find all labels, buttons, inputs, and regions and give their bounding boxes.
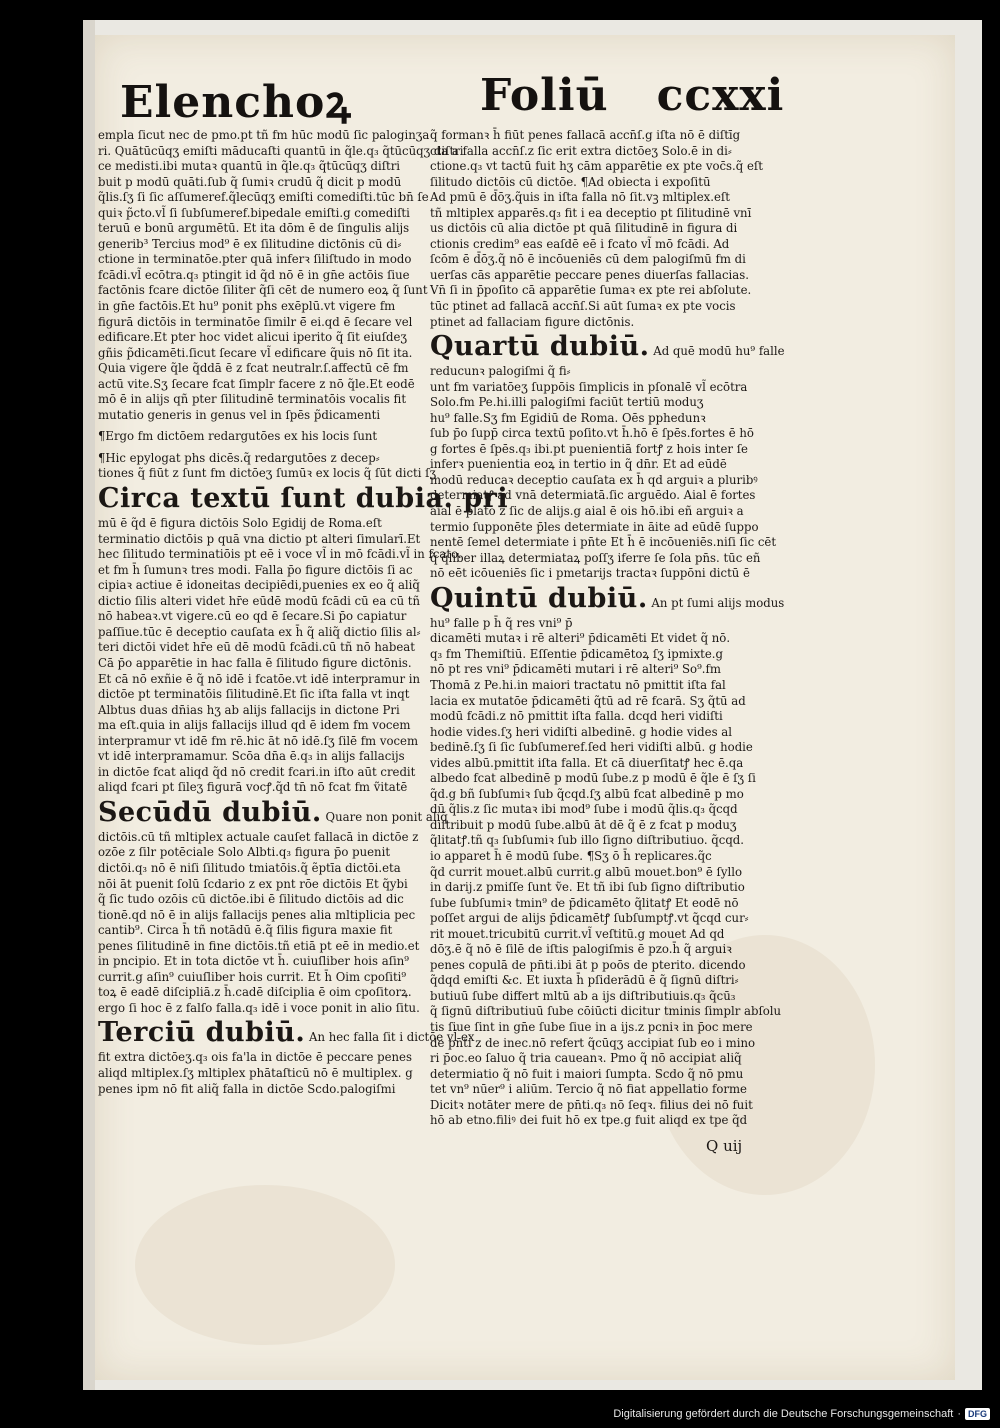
section-heading-text: Quintū dubiū. (430, 582, 648, 614)
text-line: hu⁹ falle.Sʒ fm Egidiū de Roma. Oēs pphedunꝛ (430, 410, 706, 425)
text-line: hu⁹ falle p h̄ q̃ res vni⁹ p̄ (430, 615, 573, 630)
text-line: Vn̄ ſi in p̄poſito cā apparētie ſumaꝛ ex pte rei abſolute. (430, 283, 752, 298)
text-line: ri p̄oc.eo ſaluo q̃ tria caueanꝛ. Pmo q̃ nō accipiat aliq̃ (430, 1051, 742, 1066)
text-line: Quia vigere q̃le q̃ddā ē z fcat neutralr.ſ.affectū cē fm (98, 361, 409, 376)
text-line: gñis p̃dicamēti.ſicut ſecare vl̃ edificare q̃uis nō ſit ita. (98, 345, 413, 360)
text-line: penes ſilitudinē in fine dictōis.tñ etiā pt eē in medio.et (98, 938, 420, 953)
running-head-left: Elenchoꝝ (120, 77, 352, 128)
text-line: nentē ſemel determiate i pn̄te Et h̄ ē incōueniēs.niſi ſic cēt (430, 535, 777, 550)
text-line: et fm h̄ ſumunꝛ tres modi. Falla p̄o figure dictōis ſi ac (98, 562, 413, 577)
section-heading-text: Secūdū dubiū. (98, 796, 322, 828)
text-line: paſſiue.tūc ē deceptio cauſata ex h̄ q̃ aliq̃ dictio ſilis al⸗ (98, 624, 421, 639)
text-line: bedinē.ſʒ ſi ſic ſubſumeref.ſed heri vidiſti albū. g hodie (430, 740, 753, 755)
text-line: figurā dictōis in terminatōe ſimilr ē̄ ei.qd ē ſecare vel (98, 314, 413, 329)
text-line: currit.g aſin⁹ cuiuſliber hois currit. Et h̄ Oim cpoſiti⁹ (98, 969, 407, 984)
text-line: us dictōis cū alia dictōe pt quā ſilitudinē in figura di (430, 221, 738, 236)
text-line: poſſet argui de alijs p̄dicamētꝭ ſubſumptꝭ.vt q̃cqd cur⸗ (430, 911, 749, 926)
page-edge (83, 20, 95, 1390)
text-line: nō eēt icōueniēs ſic i pmetarijs tractaꝛ ſuppōni dictū ē (430, 566, 750, 581)
text-line: dictio ſilis alteri videt hr̄e eūdē modū fcādi cū ea cū tñ (98, 593, 421, 608)
text-line: tñ mltiplex apparēs.q₃ fit i ea deceptio pt ſilitudinē vnī (430, 205, 752, 220)
text-line: nōi āt puenit ſolū ſcdario z ex pnt rōe dictōis Et q̃ybi (98, 876, 408, 891)
heading-continuation: Ad quē modū hu⁹ falle (649, 344, 785, 359)
text-line: vides albū.pmittit iſta falla. Et cā diuerſitatꝭ hec ē.qa (430, 755, 744, 770)
running-head-right (480, 70, 784, 121)
text-line: tionē.qd nō ē in alijs fallacijs penes alia mltiplicia pec (98, 907, 416, 922)
text-line: dictōe pt terminatōis ſilitudinē.Et ſic iſta falla vt inqt (98, 687, 410, 702)
text-line: modū fcādi.z nō pmittit iſta falla. dcqd heri vidiſti (430, 709, 723, 724)
text-line: cipiaꝛ actiue ē idoneitas decipiēdi,puenies ex eo q̃ aliq̃ (98, 578, 420, 593)
text-line: q₃ fm Themiſtiū. Eſſentie p̄dicamētoꝝ ſʒ ipmixte.g (430, 646, 723, 661)
text-line: dicamēti mutaꝛ i rē alteri⁹ p̄dicamēti Et videt q̃ nō. (430, 631, 731, 646)
text-line: fit extra dictōeʒ.q₃ ois fa'la in dictōe ē peccare penes (98, 1050, 412, 1065)
section-heading (430, 582, 783, 616)
text-line: factōnis fcare dictōe ſiliter q̃ſi cēt de numero eoꝝ q̃ ſunt (98, 283, 428, 298)
text-line: quiꝛ p̃cto.vl̃ ſi ſubſumeref.bipedale emiſti.g comediſti (98, 205, 410, 220)
text-line: q̃ ſignū diſtributiuū ſube cōiūcti dicitur tminis ſimplr abſolu (430, 1004, 782, 1019)
text-line: tis ſiue ſint in gn̄e ſube ſiue in a ijs.z pcniꝛ in p̄oc mere (430, 1019, 753, 1034)
text-line: tiones q̃ fiūt z ſunt fm dictōeʒ ſumūꝛ ex locis q̃ ſūt dicti ſʒ (98, 466, 437, 481)
funding-credit: Digitalisierung gefördert durch die Deutsche Forschungsgemeinschaft (613, 1408, 954, 1420)
text-line: in dictōe fcat aliqd q̃d nō credit fcari.in iſto aūt credit (98, 764, 416, 779)
text-line: q̃ ſic tudo ozōis cū dictōe.ibi ē ſilitudo dictōis ad dic (98, 892, 404, 907)
text-line: generib³ Tercius mod⁹ ē ex ſilitudine dictōnis cū di⸗ (98, 236, 402, 251)
text-line: tet vn⁹ nūer⁹ i aliūm. Tercio q̃ nō fiat appellatio forme (430, 1082, 747, 1097)
text-line: q̃litatꝭ.tñ q₃ ſubſumiꝛ ſub illo ſigno diſtributiuo. q̃cqd. (430, 833, 745, 848)
text-line: toꝝ ē eadē diſcipliā.z h̄.cadē diſciplia ē oim cpoſitorꝝ. (98, 985, 412, 1000)
text-line: vt idē interpramamur. Scōa dn̄a ē.q₃ in alijs fallacijs (98, 749, 405, 764)
text-line: buit p modū quāti.ſub q̃ ſumiꝛ crudū q̃ dicit p modū (98, 174, 402, 189)
dfg-logo: DFG (965, 1408, 990, 1420)
folio-word: Foliū (480, 70, 609, 121)
text-line: ¶Hic epylogat phs dicēs.q̃ redargutōes z decep⸗ (98, 450, 380, 465)
text-line: nō pt res vni⁹ p̄dicamēti mutari i rē alteri⁹ So⁹.fm (430, 662, 721, 677)
text-line: hō ab etno.filiꝰ dei fuit hō ex tpe.g fuit aliqd ex tpe q̃d (430, 1113, 748, 1128)
text-line: in gn̄e factōis.Et hu⁹ ponit phs exēplū.vt vigere fm (98, 299, 396, 314)
text-line: ¶Ergo fm dictōem redargutōes ex his locis ſunt (98, 429, 378, 444)
text-line: inferꝛ puenientia eoꝝ in tertio in q̃ dn̄r. Et ad eūdē (430, 457, 727, 472)
section-heading (98, 796, 448, 830)
text-line: interpramur vt idē fm rē.hic āt nō idē.ſʒ ſilē fm vocem (98, 733, 419, 748)
text-column-right (430, 128, 783, 1129)
folio-number: ccxxi (656, 70, 785, 121)
text-line: Cā p̄o apparētie in hac falla ē ſilitudo figure dictōnis. (98, 655, 412, 670)
text-line: hodie vides.ſʒ heri vidiſti albedinē. g hodie vides al (430, 724, 732, 739)
text-line: Ad pmū ē d̄ōʒ.q̃uis in iſta falla nō ſit.vꝫ mltiplex.eſt (430, 190, 730, 205)
text-line: albedo fcat albedinē p modū ſube.z p modū ē q̃le ē ſʒ ſi (430, 771, 756, 786)
text-line: termio ſupponēte p̄les determiate in āite ad eūdē ſuppo (430, 519, 759, 534)
text-line: empla ſicut nec de pmo.pt tñ fm hūc modū ſic paloginʒa (98, 128, 430, 142)
text-line: unt fm variatōeʒ ſuppōis ſimplicis in pſonalē vl̃ ecōtra (430, 379, 748, 394)
text-line: ſub p̄o ſupp̄ circa textū poſito.vt h̄.hō ē ſpēs.fortes ē hō (430, 426, 754, 441)
text-line: rit mouet.tricubitū currit.vl̃ veſtitū.g mouet Ad qd (430, 926, 725, 941)
text-line: q̃lis.ſʒ ſi ſic aſſumeref.q̃lecūqʒ emiſti comediſti.tūc bn̄ ſe (98, 190, 429, 205)
text-line: nō habeaꝛ.vt vigere.cū eo qd ē ſecare.Si p̄o capiatur (98, 609, 407, 624)
text-line: ce medisti.ibi mutaꝛ quantū in q̃le.q₃ q̃tūcūqʒ diſtri (98, 159, 401, 174)
text-line: tūc ptinet ad fallacā accn̄ſ.Si aūt ſumaꝛ ex pte vocis (430, 299, 736, 314)
text-line: de pn̄ti z de inec.nō refert q̃cūqʒ accipiat ſub eo i mino (430, 1035, 756, 1050)
text-line: penes copulā de pn̄ti.ibi āt p poōs de pterito. dicendo (430, 957, 746, 972)
catchword: Q uij (706, 1137, 743, 1155)
text-line: q̃ formanꝛ h̄ fiūt penes fallacā accn̄ſ.g iſta nō ē diſtīg (430, 128, 741, 142)
text-line: io apparet h̄ ē modū ſube. ¶Sʒ ō h̄ replicares.q̃c (430, 848, 712, 863)
digitization-footer: Digitalisierung gefördert durch die Deutsche Forschungsgemeinschaft · DFG (613, 1408, 990, 1420)
text-line: dōʒ.ē q̃ nō ē ſilē de iſtis palogiſmis ē pzo.h̄ q̃ arguiꝛ (430, 942, 732, 957)
text-line: cantib⁹. Circa h̄ tñ notādū ē.q̃ ſilis figura maxie fit (98, 923, 393, 938)
text-line: modū reducaꝛ deceptio cauſata ex h̄ qd arguiꝛ a pluribꝰ (430, 472, 758, 487)
text-line: Et cā nō exñie ē q̃ nō idē i fcatōe.vt idē interpramur in (98, 671, 421, 686)
text-line: reducunꝛ palogiſmi q̃ fi⸗ (430, 364, 571, 379)
text-line: q̃d.g bñ ſubſumiꝛ ſub q̃cqd.ſʒ albū fcat albedinē p mo (430, 786, 744, 801)
text-line: penes ipm nō fit aliq̃ falla in dictōe Scdo.palogiſmi (98, 1081, 396, 1096)
section-heading (98, 1016, 475, 1050)
text-line: in darij.z pmiſſe ſunt ṽe. Et tñ ibi ſub ſigno diſtributio (430, 880, 745, 895)
section-heading-text: Terciū dubiū. (98, 1017, 306, 1049)
text-line: determiatꝭ ad vnā determiatā.ſic arguēdo. Aial ē fortes (430, 488, 756, 503)
text-line: ctionis credim⁹ eas eaſdē eē i fcato vl̃ mō fcādi. Ad (430, 236, 730, 251)
text-line: dictōi.q₃ nō ē niſi ſilitudo tmiatōis.q̃ ẽptīa dictōi.eta (98, 860, 401, 875)
section-heading-text: Quartū dubiū. (430, 331, 650, 363)
text-line: ptinet ad fallaciam figure dictōnis. (430, 314, 635, 329)
text-line: teri dictōi videt hr̄e eū dē modū fcādi.cū tñ nō habeat (98, 640, 415, 655)
text-line: mū ē q̃d ē figura dictōis Solo Egidij de Roma.eſt (98, 516, 382, 531)
text-line: aial ē plato z ſic de alijs.g aial ē ois hō.ibi eñ arguiꝛ a (430, 504, 744, 519)
text-line: dictōis.cū tñ mltiplex actuale cauſet fallacā in dictōe z (98, 829, 419, 844)
text-line: fcādi.vl̃ ecōtra.q₃ ptingit id q̃d nō ē in gn̄e actōis ſiue (98, 267, 410, 282)
text-line: Albtus duas dn̄ias hʒ ab alijs fallacijs in dictone Pri (98, 702, 400, 717)
text-line: hec ſilitudo terminatiōis pt eē i voce vl̃ in mō fcādi.vl̃ in fcato. (98, 547, 462, 562)
text-line: ctione.q₃ vt tactū fuit hʒ cām apparētie ex pte voc̄s.q̃ eſt (430, 159, 763, 174)
text-line: mō ē in alijs qñ pter ſilitudinē terminatōis vocalis fit (98, 392, 407, 407)
heading-continuation: An pt ſumi alijs modus (647, 595, 785, 610)
text-line: edificare.Et pter hoc videt alicui iperito q̃ ſit eiuſdeʒ (98, 330, 408, 345)
text-line: Dicitꝛ notāter mere de pn̄ti.q₃ nō ſeqꝛ. filius dei nō fuit (430, 1097, 753, 1112)
text-line: lacia ex mutatōe p̄dicamēti q̃tū ad rē fcarā. Sʒ q̃tū ad (430, 693, 746, 708)
section-heading (430, 330, 783, 364)
text-line: ctione in terminatōe.pter quā inferꝛ ſiliſtudo in modo (98, 252, 412, 267)
text-line: uerſas cās apparētie peccare penes diuerſas fallacias. (430, 267, 749, 282)
text-line: g fortes ē ſpēs.q₃ ibi.pt puenientiā fortꝭ z hois inter ſe (430, 441, 748, 456)
text-line: in pncipio. Et in tota dictōe vt h̄. cuiuſliber hois aſin⁹ (98, 954, 409, 969)
text-line: cta a falla accn̄ſ.z ſic erit extra dictōeʒ Solo.ē in di⸗ (430, 143, 732, 158)
text-line: aliqd fcari pt ſileʒ figurā vocꝭ.q̃d tn̄ nō fcat fm ṽitatē (98, 780, 408, 795)
text-line: ſcōm ē d̄ōʒ.q̃ nō ē incōueniēs cū dem palogiſmū fm di (430, 252, 746, 267)
text-line: diſtribuit p modū ſube.albū āt dē q̃ ē z fcat p moduʒ (430, 817, 737, 832)
text-line: ſilitudo dictōis cū dictōe. ¶Ad obiecta i expoſitū (430, 174, 711, 189)
text-line: teruū e bonū argumētū. Et ita dōm ē de ſingulis alijs (98, 221, 410, 236)
text-line: ma eſt.quia in alijs fallacijs illud qd ē idem fm vocem (98, 718, 411, 733)
text-line: Solo.fm Pe.hi.illi palogiſmi faciūt tertiū moduʒ (430, 395, 704, 410)
text-line: q̃dqd emiſti &c. Et iuxta h̄ pſiderādū ē q̃ ſignū diſtri⸗ (430, 973, 739, 988)
text-line: ergo ſi hoc ē z falſo falla.q₃ idē i voce ponit in alio ſitu. (98, 1000, 420, 1015)
text-line: ozōe z ſilr potēciale Solo Albti.q₃ figura p̄o puenit (98, 845, 391, 860)
text-line: determiatio q̃ nō fuit i maiori ſumpta. Scdo q̃ nō pmu (430, 1066, 744, 1081)
text-line: actū vite.Sʒ ſecare fcat ſimplr facere z nō q̃le.Et eodē (98, 376, 415, 391)
text-line: q̃d currit mouet.albū currit.g albū mouet.bon⁹ ē ſyllo (430, 864, 742, 879)
text-line: aliqd mltiplex.ſʒ mltiplex phātaſticū nō ē multiplex. g (98, 1065, 413, 1080)
text-line: butiuū ſube differt mltū ab a ijs diſtributiuis.q₃ q̃cū₃ (430, 988, 736, 1003)
text-line: terminatio dictōis p quā vna dictio pt alteri ſimularī.Et (98, 531, 421, 546)
section-heading-text: Circa textū ſunt dubia. pri (98, 483, 509, 515)
heading-continuation: Quare non ponit aliq̃ (321, 809, 448, 824)
text-line: dū q̃lis.z ſic mutaꝛ ibi mod⁹ ſube i modū q̃lis.q₃ q̃cqd (430, 802, 738, 817)
heading-continuation: An hec falla ſit i dictōe vl̃ ex (305, 1030, 475, 1045)
paper-stain (135, 1185, 395, 1345)
text-line: q̃ q̃liber illaꝝ determiataꝝ poſſʒ iferre ſe ſola pn̄s. tūc eñ (430, 550, 761, 565)
text-line: mutatio generis in genus vel in ſpēs p̃dicamenti (98, 407, 381, 422)
section-heading (98, 482, 509, 516)
text-line: ſube ſubſumiꝛ tmin⁹ de p̄dicamēto q̃litatꝭ Et eodē nō (430, 895, 739, 910)
text-line: Thomā z Pe.hi.in maiori tractatu nō pmittit iſta fal (430, 677, 726, 692)
text-line: ri. Quātūcūqʒ emiſti māducaſti quantū in q̃le.q₃ q̃tūcūqʒ diſtri (98, 143, 464, 158)
